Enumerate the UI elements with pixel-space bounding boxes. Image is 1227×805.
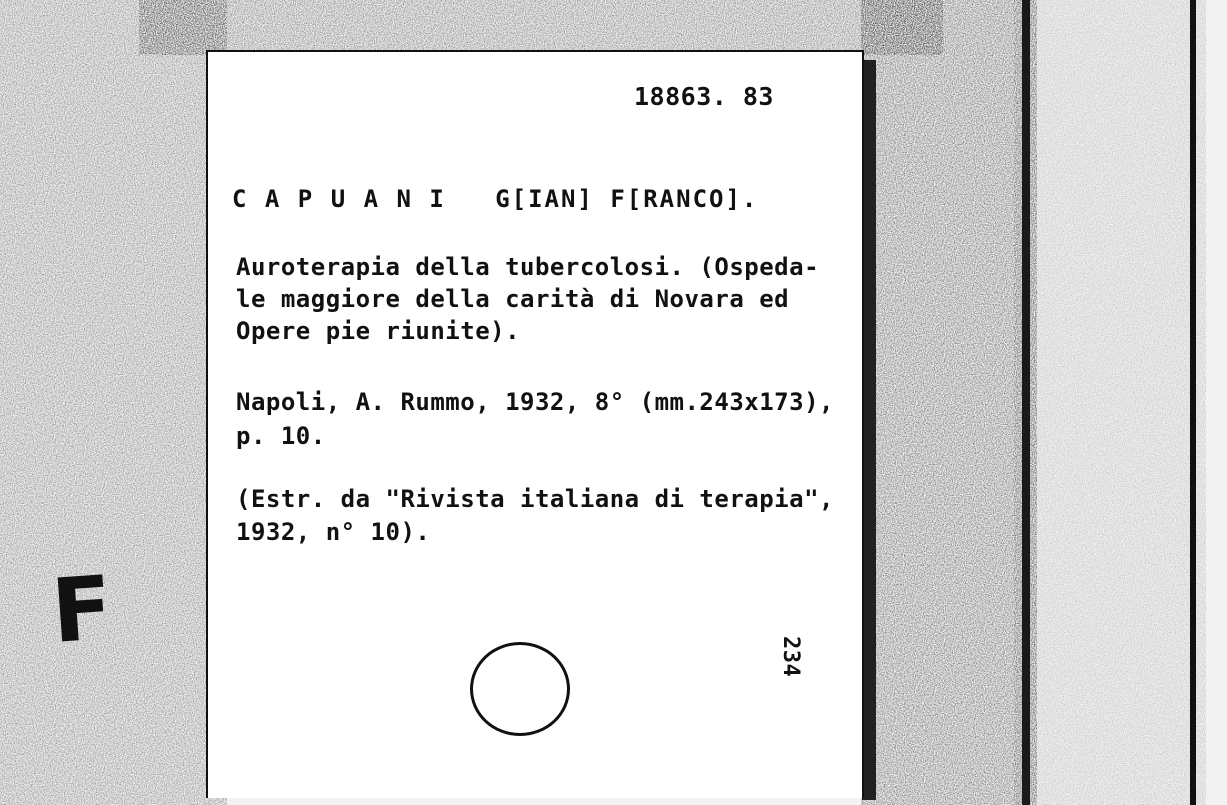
note-line: 1932, n° 10). (236, 518, 431, 546)
accession-number: 18863. 83 (634, 82, 774, 111)
title-line: Auroterapia della tubercolosi. (Ospeda- (236, 253, 820, 281)
imprint-line: p. 10. (236, 422, 326, 450)
side-number: 234 (778, 636, 803, 678)
note-line: (Estr. da "Rivista italiana di terapia", (236, 485, 834, 513)
title-line: le maggiore della carità di Novara ed (236, 285, 790, 313)
tray-divider (1022, 0, 1030, 805)
tray-divider-right (1190, 0, 1196, 805)
imprint-line: Napoli, A. Rummo, 1932, 8° (mm.243x173), (236, 388, 834, 416)
card-punch-hole (470, 642, 570, 736)
card-shadow (862, 60, 876, 800)
author-heading: C A P U A N I G[IAN] F[RANCO]. (232, 185, 759, 213)
title-line: Opere pie riunite). (236, 317, 521, 345)
drawer-letter-mark: F (48, 556, 116, 663)
